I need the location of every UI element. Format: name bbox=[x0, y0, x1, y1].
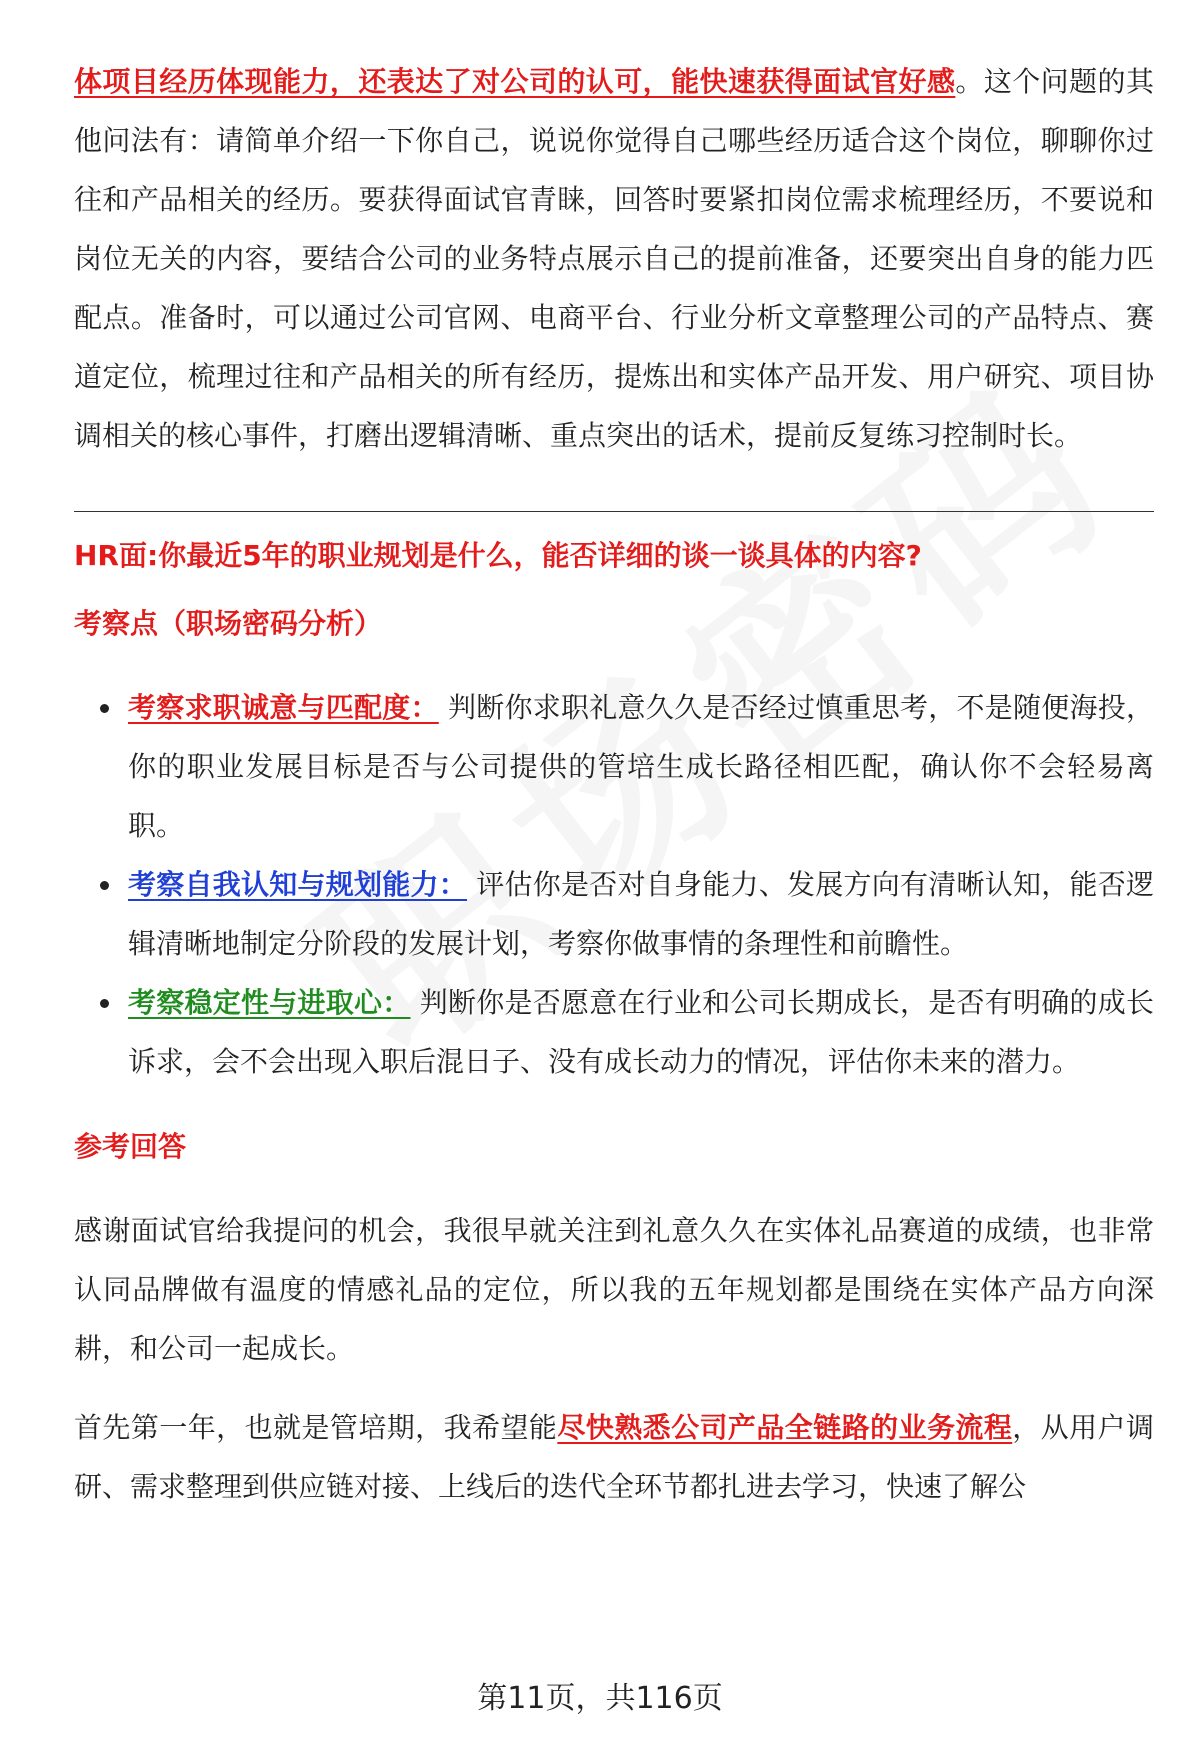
assessment-point-text: 判断你是否愿意在行业和公司长期成长，是否有明确的成长诉求，会不会出现入职后混日子、没有成长动力的情况，评估你未来的潜力。 bbox=[128, 986, 1154, 1078]
section-divider bbox=[74, 511, 1154, 512]
answer-text: 首先第一年，也就是管培期，我希望能 bbox=[74, 1411, 558, 1444]
assessment-point-text: 评估你是否对自身能力、发展方向有清晰认知，能否逻辑清晰地制定分阶段的发展计划，考察你做事情的条理性和前瞻性。 bbox=[128, 868, 1154, 960]
bullet-icon bbox=[100, 704, 109, 713]
answer-paragraph: 感谢面试官给我提问的机会，我很早就关注到礼意久久在实体礼品赛道的成绩，也非常认同品牌做有温度的情感礼品的定位，所以我的五年规划都是围绕在实体产品方向深耕，和公司一起成长。 bbox=[74, 1214, 1154, 1365]
answer-text: ，从用户调研、需求整理到供应链对接、上线后的迭代全环节都扎进去学习，快速了解公 bbox=[74, 1411, 1154, 1503]
intro-text: 。这个问题的其他问法有：请简单介绍一下你自己，说说你觉得自己哪些经历适合这个岗位，聊聊你过往和产品相关的经历。要获得面试官青睐，回答时要紧扣岗位需求梳理经历，不要说和岗位无关的内容，要结合公司的业务特点展示自己的提前准备，还要突出自身的能力匹配点。准备时，可以通过公司官网、电商平台、行业分析文章整理公司的产品特点、赛道定位，梳理过往和产品相关的所有经历，提炼出和实体产品开发、用户研究、项目协调相关的核心事件，打磨出逻辑清晰、重点突出的话术，提前反复练习控制时长。 bbox=[74, 65, 1154, 452]
question-title: HR面:你最近5年的职业规划是什么，能否详细的谈一谈具体的内容? bbox=[74, 539, 922, 572]
answer-paragraph bbox=[74, 1398, 1154, 1516]
intro-paragraph bbox=[74, 52, 1154, 465]
assessment-point bbox=[74, 855, 1154, 973]
assessment-point bbox=[74, 678, 1154, 855]
reference-answer-heading: 参考回答 bbox=[74, 1130, 187, 1163]
answer-highlight: 尽快熟悉公司产品全链路的业务流程 bbox=[557, 1411, 1013, 1444]
bullet-icon bbox=[100, 881, 109, 890]
page-number: 第11页，共116页 bbox=[477, 1681, 723, 1716]
assessment-heading: 考察点（职场密码分析） bbox=[74, 607, 383, 640]
assessment-point-label: 考察求职诚意与匹配度： bbox=[128, 691, 439, 724]
document-body bbox=[74, 52, 1154, 1516]
assessment-points-list bbox=[74, 678, 1154, 1091]
assessment-point-label: 考察自我认知与规划能力： bbox=[128, 868, 468, 901]
assessment-point bbox=[74, 973, 1154, 1091]
assessment-point-text: 判断你求职礼意久久是否经过慎重思考，不是随便海投，你的职业发展目标是否与公司提供的管培生成长路径相匹配，确认你不会轻易离职。 bbox=[128, 691, 1154, 842]
assessment-point-label: 考察稳定性与进取心： bbox=[128, 986, 411, 1019]
intro-highlight: 体项目经历体现能力，还表达了对公司的认可，能快速获得面试官好感 bbox=[74, 65, 956, 98]
bullet-icon bbox=[100, 999, 109, 1008]
